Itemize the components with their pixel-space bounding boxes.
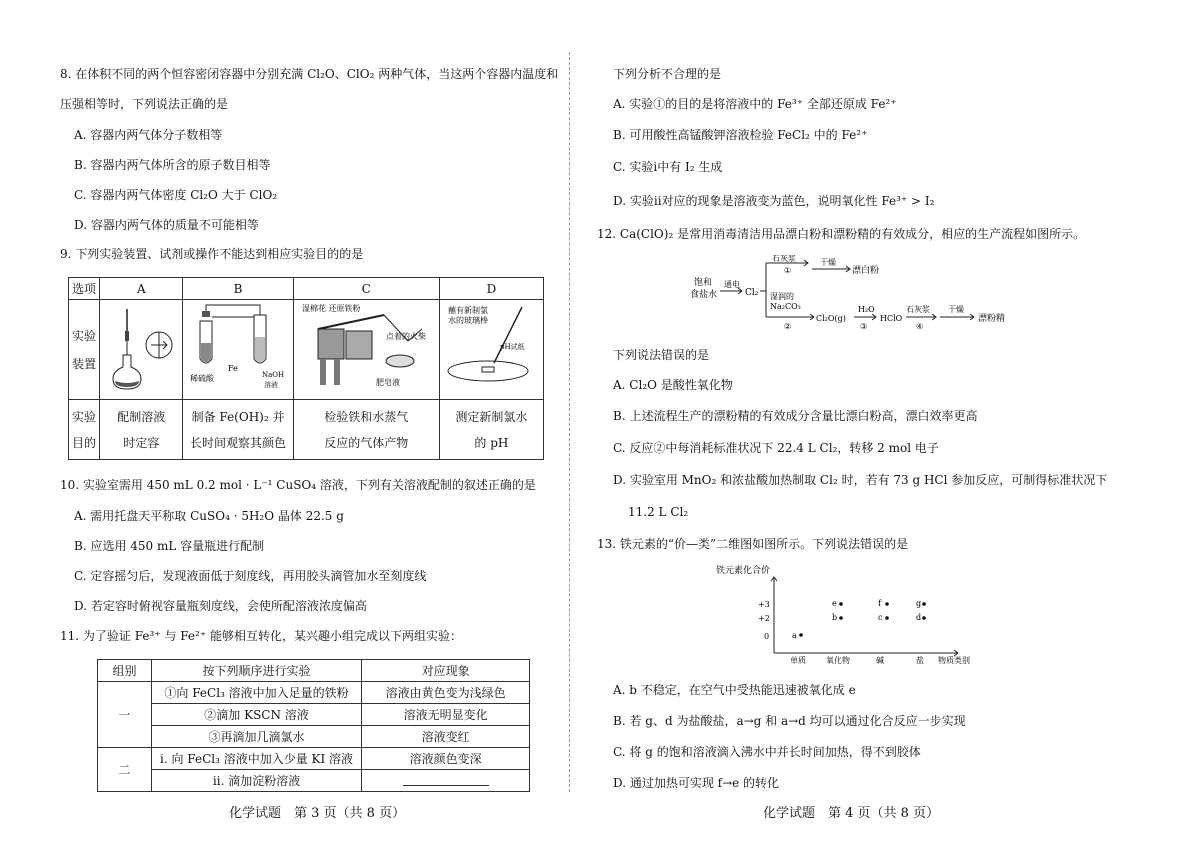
q13-option-c: C. 将 g 的饱和溶液滴入沸水中并长时间加热，得不到胶体 — [613, 745, 921, 759]
q11-result-1: 溶液由黄色变为浅绿色 — [362, 682, 530, 704]
q9-purpose-d-l1: 测定新制氯水 — [455, 409, 528, 424]
q9b-label-solution: 溶液 — [264, 381, 279, 389]
flow-top-num: ① — [784, 266, 792, 275]
q13-cat-base: 碱 — [876, 656, 884, 665]
q13-point-g: g — [916, 599, 922, 608]
q9-apparatus-a — [100, 300, 183, 400]
q9d-label-l2: 水的玻璃棒 — [448, 316, 489, 325]
q10-stem: 10. 实验室需用 450 mL 0.2 mol · L⁻¹ CuSO₄ 溶液，下列有关溶液配制的叙述正确的是 — [60, 478, 536, 492]
q9-purpose-b-l1: 制备 Fe(OH)₂ 并 — [191, 409, 285, 424]
flow-cl2: Cl₂ — [745, 288, 759, 298]
q10-option-a: A. 需用托盘天平称取 CuSO₄ · 5H₂O 晶体 22.5 g — [74, 509, 344, 523]
q8-option-c: C. 容器内两气体密度 Cl₂O 大于 ClO₂ — [74, 188, 278, 202]
q9-purpose-b-l2: 长时间观察其颜色 — [190, 435, 287, 450]
q9-row2-label — [69, 400, 100, 460]
q13-xlabel: 物质类别 — [938, 656, 970, 665]
q9b-label-naoh: NaOH — [262, 371, 285, 379]
q13-point-b: b — [832, 613, 838, 622]
left-footer: 化学试题 第 3 页（共 8 页） — [229, 806, 406, 821]
q13-point-a: a — [792, 631, 797, 640]
q13-dot-a — [799, 633, 803, 637]
flow-bottom-reagent1: 湿润的 — [770, 292, 794, 301]
q13-stem: 13. 铁元素的“价—类”二维图如图所示。下列说法错误的是 — [597, 537, 909, 551]
q9-purpose-c-l1: 检验铁和水蒸气 — [324, 409, 409, 424]
answer-blank-line — [403, 773, 489, 786]
q9-apparatus-b — [183, 300, 293, 400]
q13-option-d: D. 通过加热可实现 f→e 的转化 — [613, 776, 780, 790]
q9-row1-label — [69, 300, 100, 400]
q11-result-i: 溶液颜色变深 — [362, 748, 530, 770]
q11-group-2: 二 — [98, 748, 152, 792]
q13-point-e: e — [832, 599, 837, 608]
q9b-label-acid: 稀硫酸 — [190, 374, 215, 383]
right-footer: 化学试题 第 4 页（共 8 页） — [763, 806, 940, 821]
q9d-label-paper: pH试纸 — [500, 343, 525, 351]
q13-cat-salt: 盐 — [916, 656, 924, 665]
flow-cl2o: Cl₂O(g) — [816, 314, 846, 323]
q9c-label-cotton: 湿棉花 还原铁粉 — [302, 304, 361, 313]
q9-purpose-b — [183, 400, 293, 460]
volumetric-flask-dropper-image — [103, 301, 179, 395]
q9-header-option: 选项 — [69, 278, 100, 300]
q9-row1-label-l2: 装置 — [72, 356, 97, 371]
q9-row2-label-l1: 实验 — [72, 409, 97, 424]
q10-option-c: C. 定容摇匀后，发现液面低于刻度线，再用胶头滴管加水至刻度线 — [74, 569, 427, 583]
q9-header-d: D — [439, 278, 543, 300]
q11-stem: 11. 为了验证 Fe³⁺ 与 Fe²⁺ 能够相互转化，某兴趣小组完成以下两组实验： — [60, 629, 462, 643]
flow-hclo: HClO — [880, 314, 903, 323]
q13-dot-c — [885, 616, 889, 620]
q13-point-f: f — [878, 599, 881, 608]
q11-header-group: 组别 — [98, 660, 152, 682]
q11-header-procedure: 按下列顺序进行实验 — [151, 660, 361, 682]
q13-cat-element: 单质 — [790, 656, 806, 665]
flow-top-reagent: 石灰浆 — [772, 255, 796, 263]
flow-electrolysis: 通电 — [724, 280, 740, 289]
feoh2-apparatus-image — [186, 301, 290, 395]
q9c-label-match: 点着的火柴 — [386, 332, 427, 341]
q13-valence-class-diagram — [706, 563, 996, 668]
q9b-label-fe: Fe — [228, 364, 238, 373]
q11-option-a: A. 实验①的目的是将溶液中的 Fe³⁺ 全部还原成 Fe²⁺ — [613, 97, 897, 111]
flow-lime2: 石灰浆 — [906, 305, 930, 314]
flow-num4: ④ — [916, 322, 924, 331]
q11-option-d: D. 实验ⅱ对应的现象是溶液变为蓝色，说明氧化性 Fe³⁺ > I₂ — [613, 194, 935, 208]
q13-option-b: B. 若 g、d 为盐酸盐，a→g 和 a→d 均可以通过化合反应一步实现 — [613, 714, 966, 728]
flow-dry2: 干燥 — [948, 305, 964, 314]
q11-analysis-stem: 下列分析不合理的是 — [613, 67, 722, 81]
q9-header-a: A — [100, 278, 183, 300]
q8-option-d: D. 容器内两气体的质量不可能相等 — [74, 218, 259, 232]
q9-apparatus-c — [293, 300, 439, 400]
q9-purpose-a — [100, 400, 183, 460]
q8-stem-line1: 8. 在体积不同的两个恒容密闭容器中分别充满 Cl₂O、ClO₂ 两种气体，当这两个容器内温度和 — [60, 67, 559, 81]
flow-top-dry: 干燥 — [820, 258, 836, 267]
q9c-label-soap: 肥皂液 — [376, 378, 401, 387]
q9-table — [68, 277, 544, 460]
q8-option-a: A. 容器内两气体分子数相等 — [74, 128, 223, 142]
flow-top-product: 漂白粉 — [852, 266, 880, 276]
ph-paper-image — [442, 301, 540, 395]
q8-option-b: B. 容器内两气体所含的原子数目相等 — [74, 158, 271, 172]
q9-header-c: C — [293, 278, 439, 300]
q9-purpose-c — [293, 400, 439, 460]
q12-option-d-l1: D. 实验室用 MnO₂ 和浓盐酸加热制取 Cl₂ 时，若有 73 g HCl 参加反应，可制得标准状况下 — [613, 473, 1108, 487]
q13-ytick-3: +3 — [758, 600, 770, 609]
q9-stem: 9. 下列实验装置、试剂或操作不能达到相应实验目的的是 — [60, 247, 364, 261]
q10-option-b: B. 应选用 450 mL 容量瓶进行配制 — [74, 539, 265, 553]
q9d-label-l1: 蘸有新制氯 — [448, 306, 489, 315]
q11-step-2: ②滴加 KSCN 溶液 — [151, 704, 361, 726]
q12-option-b: B. 上述流程生产的漂粉精的有效成分含量比漂白粉高，漂白效率更高 — [613, 409, 978, 423]
q13-dot-f — [885, 602, 889, 606]
q12-sub-stem: 下列说法错误的是 — [613, 348, 710, 362]
iron-steam-apparatus-image — [296, 301, 436, 395]
q9-header-b: B — [183, 278, 293, 300]
q12-flow-diagram — [690, 255, 1040, 335]
q13-dot-b — [839, 616, 843, 620]
flow-start-l1: 饱和 — [694, 278, 713, 288]
q9-purpose-d-l2: 的 pH — [474, 435, 509, 450]
q11-option-b: B. 可用酸性高锰酸钾溶液检验 FeCl₂ 中的 Fe²⁺ — [613, 128, 868, 142]
page-divider — [569, 52, 570, 792]
q12-option-c: C. 反应②中每消耗标准状况下 22.4 L Cl₂，转移 2 mol 电子 — [613, 441, 939, 455]
q10-option-d: D. 若定容时俯视容量瓶刻度线，会使所配溶液浓度偏高 — [74, 599, 367, 613]
q13-option-a: A. b 不稳定，在空气中受热能迅速被氧化成 e — [613, 683, 856, 697]
q13-ytick-0: 0 — [764, 632, 770, 641]
flow-h2o: H₂O — [858, 305, 875, 314]
q11-table — [97, 659, 530, 792]
flow-num3: ③ — [860, 322, 868, 331]
q11-option-c: C. 实验ⅰ中有 I₂ 生成 — [613, 160, 723, 174]
q9-purpose-d — [439, 400, 543, 460]
q12-option-d-l2: 11.2 L Cl₂ — [628, 505, 689, 519]
q9-row1-label-l1: 实验 — [72, 328, 97, 343]
q13-ytick-2: +2 — [758, 614, 770, 623]
q13-dot-e — [839, 602, 843, 606]
q11-result-2: 溶液无明显变化 — [362, 704, 530, 726]
q11-step-i: ⅰ. 向 FeCl₃ 溶液中加入少量 KI 溶液 — [151, 748, 361, 770]
q13-dot-g — [922, 602, 926, 606]
q13-point-d: d — [916, 613, 922, 622]
flow-bottom-reagent2: Na₂CO₃ — [770, 302, 801, 311]
q8-stem-line2: 压强相等时，下列说法正确的是 — [60, 97, 229, 111]
q13-cat-oxide: 氧化物 — [826, 656, 850, 665]
q13-dot-d — [922, 616, 926, 620]
q11-step-ii: ⅱ. 滴加淀粉溶液 — [151, 770, 361, 792]
q9-apparatus-d — [439, 300, 543, 400]
q13-point-c: c — [878, 613, 883, 622]
q11-step-3: ③再滴加几滴氯水 — [151, 726, 361, 748]
flow-product2: 漂粉精 — [978, 314, 1006, 324]
q9-purpose-a-l1: 配制溶液 — [117, 409, 166, 424]
flow-start-l2: 食盐水 — [690, 290, 718, 300]
q12-option-a: A. Cl₂O 是酸性氧化物 — [613, 378, 733, 392]
q11-result-3: 溶液变红 — [362, 726, 530, 748]
q11-step-1: ①向 FeCl₃ 溶液中加入足量的铁粉 — [151, 682, 361, 704]
q9-purpose-a-l2: 时定容 — [123, 435, 160, 450]
q9-purpose-c-l2: 反应的气体产物 — [324, 435, 409, 450]
flow-bottom-num: ② — [784, 322, 792, 331]
q11-result-ii-blank — [362, 770, 530, 792]
q9-row2-label-l2: 目的 — [72, 435, 97, 450]
q11-header-phenomenon: 对应现象 — [362, 660, 530, 682]
q11-group-1: 一 — [98, 682, 152, 748]
q13-ylabel: 铁元素化合价 — [716, 566, 771, 576]
q12-stem: 12. Ca(ClO)₂ 是常用消毒清洁用品漂白粉和漂粉精的有效成分，相应的生产流程如图所示。 — [597, 227, 1086, 241]
